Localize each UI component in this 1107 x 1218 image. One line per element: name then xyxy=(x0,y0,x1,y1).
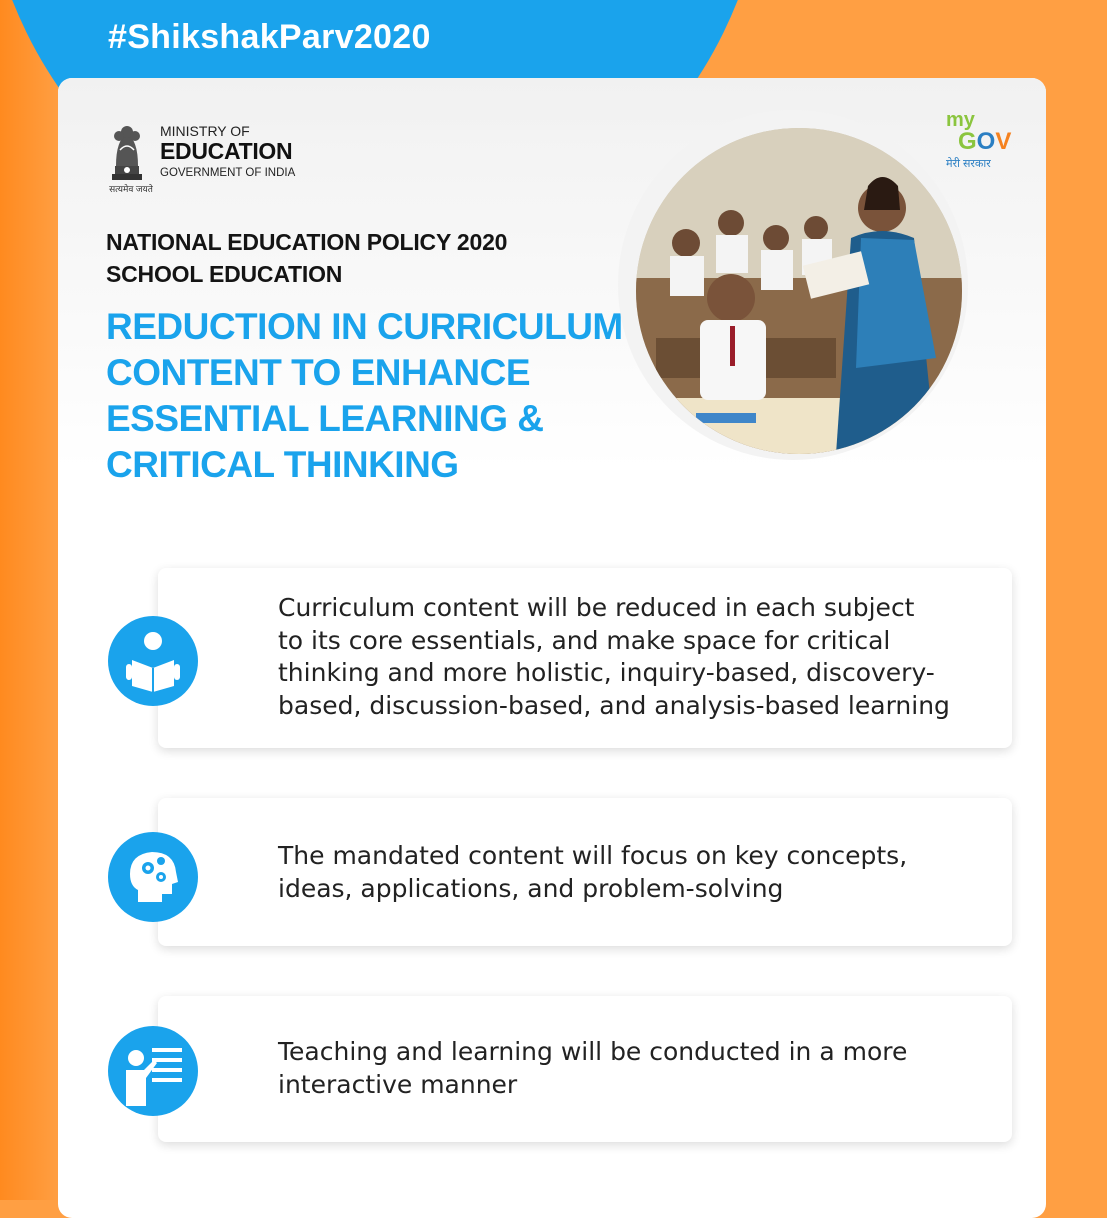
point-text-2 xyxy=(278,840,1046,905)
point-2-line-2: ideas, applications, and problem-solving xyxy=(278,873,784,903)
government-label: GOVERNMENT OF INDIA xyxy=(160,166,296,179)
policy-title-line2: SCHOOL EDUCATION xyxy=(106,261,343,287)
point-3-line-2: interactive manner xyxy=(278,1069,518,1099)
point-text-3 xyxy=(278,1036,1046,1101)
mygov-letter-v: V xyxy=(995,128,1012,155)
mygov-letter-o: O xyxy=(976,128,996,155)
point-2-line-1: The mandated content will focus on key concepts, xyxy=(278,841,908,870)
point-text-1 xyxy=(278,592,1046,722)
emblem-motto: सत्यमेव जयते xyxy=(109,184,153,194)
mygov-my-text: my xyxy=(946,109,975,131)
point-1-line-4: based, discussion-based, and analysis-based learning xyxy=(278,690,950,720)
policy-title-line1: NATIONAL EDUCATION POLICY 2020 xyxy=(106,229,508,255)
reading-student-icon xyxy=(108,616,198,706)
head-gears-icon xyxy=(108,832,198,922)
classroom-illustration xyxy=(636,128,962,454)
point-1-line-2: to its core essentials, and make space for critical xyxy=(278,625,891,655)
ministry-logo xyxy=(106,120,295,190)
mygov-tagline: मेरी सरकार xyxy=(946,158,991,170)
mygov-gov-text xyxy=(958,130,1026,154)
hashtag: #ShikshakParv2020 xyxy=(108,18,431,56)
point-card-1 xyxy=(158,568,1012,748)
point-card-3 xyxy=(158,996,1012,1142)
content-card xyxy=(58,78,1046,1218)
point-3-line-1: Teaching and learning will be conducted in a more xyxy=(278,1037,908,1066)
main-heading: REDUCTION IN CURRICULUM CONTENT TO ENHANCE ESSENTIAL LEARNING & CRITICAL THINKING xyxy=(106,306,623,485)
classroom-photo xyxy=(636,128,962,454)
mygov-logo xyxy=(946,110,1026,171)
point-card-2 xyxy=(158,798,1012,946)
policy-title xyxy=(106,226,507,290)
background-orange-stripe xyxy=(0,0,60,1200)
national-emblem-icon xyxy=(106,120,148,190)
ministry-name: EDUCATION xyxy=(160,138,293,165)
mygov-letter-g: G xyxy=(958,128,977,155)
ministry-label: MINISTRY OF xyxy=(160,123,250,139)
point-1-line-1: Curriculum content will be reduced in each subject xyxy=(278,593,915,622)
point-1-line-3: thinking and more holistic, inquiry-based, discovery- xyxy=(278,658,935,687)
teacher-board-icon xyxy=(108,1026,198,1116)
